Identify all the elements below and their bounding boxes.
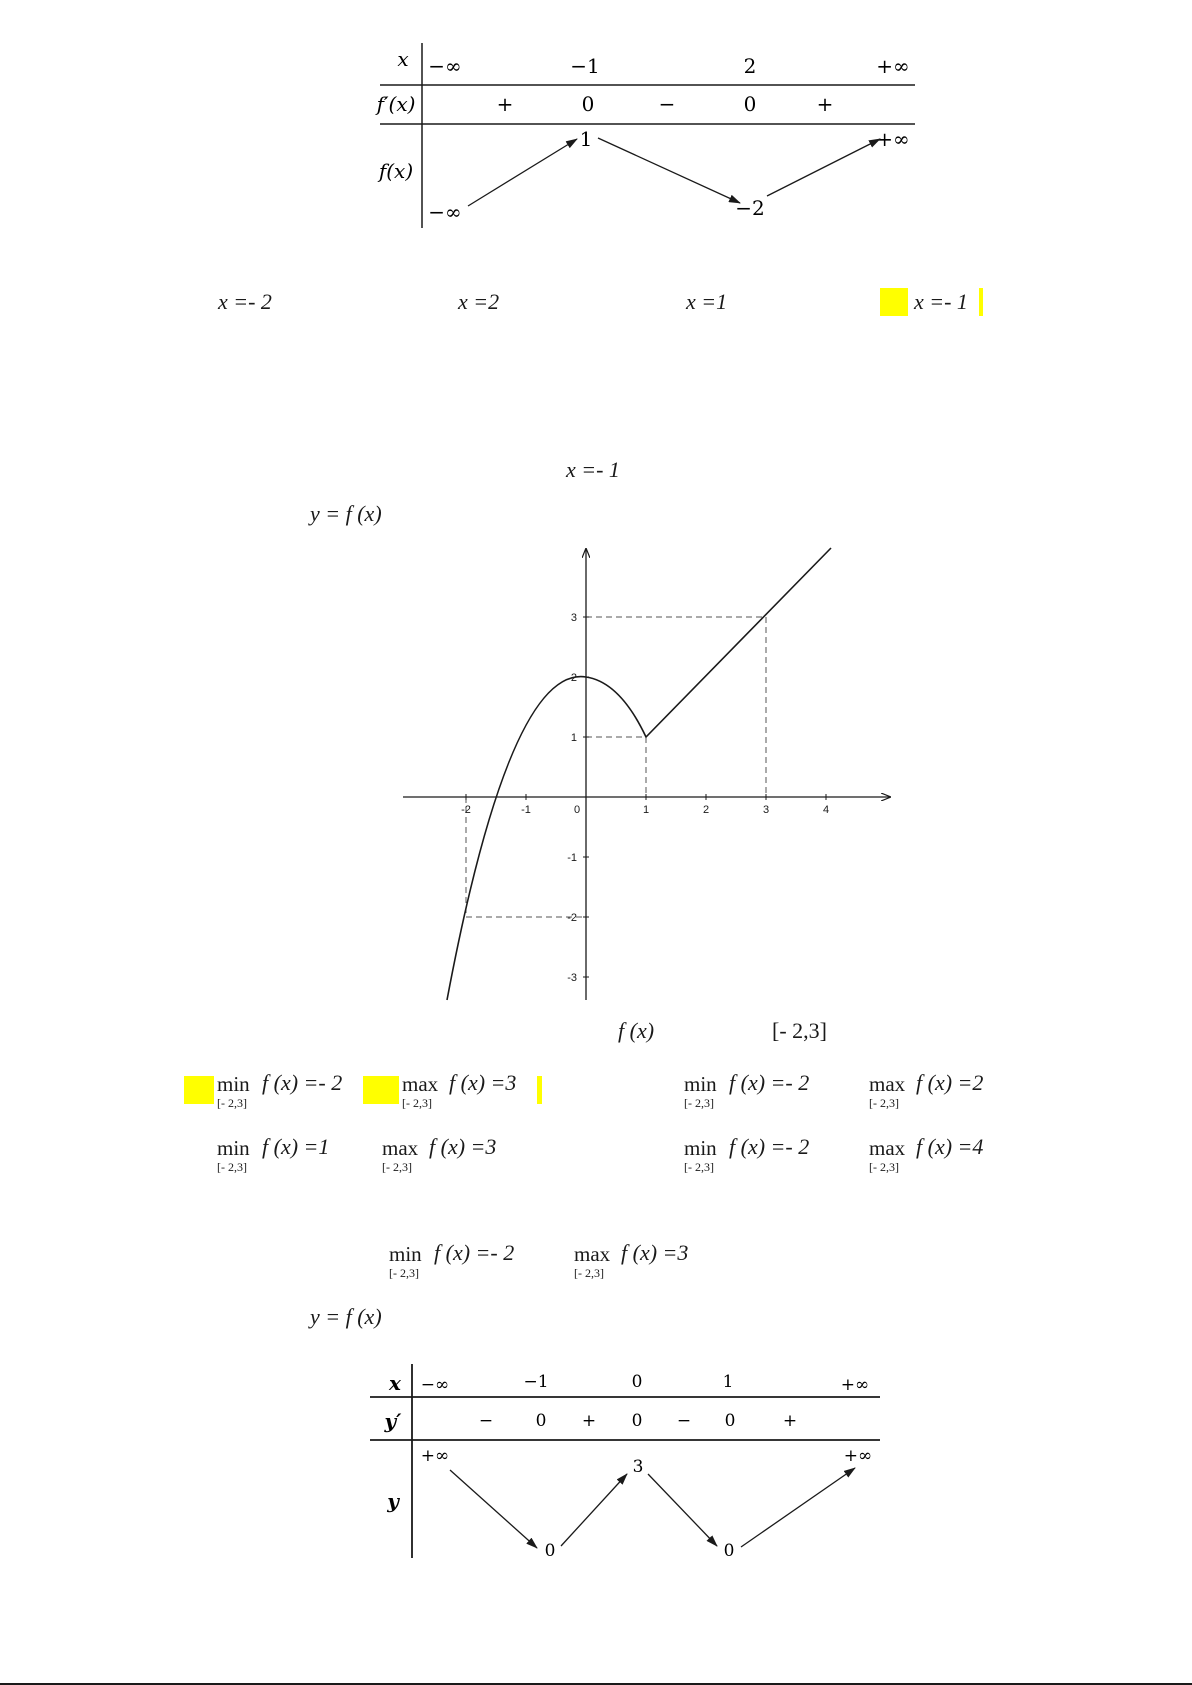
q3-intro-function: y = f (x) bbox=[310, 1304, 382, 1329]
q1-option-d[interactable]: x =- 1 bbox=[914, 289, 968, 314]
max-expression: f (x) =4 bbox=[916, 1134, 984, 1159]
table2-x-value: +∞ bbox=[840, 1375, 870, 1395]
q2-option-a-highlight-mid bbox=[363, 1076, 399, 1104]
table1-sign: − bbox=[658, 92, 676, 116]
max-subscript: [- 2,3] bbox=[402, 1096, 432, 1110]
table2-arrow-up bbox=[741, 1468, 855, 1547]
min-subscript: [- 2,3] bbox=[217, 1160, 247, 1174]
q2-option-d[interactable] bbox=[684, 1132, 1014, 1174]
table1-arrow-down bbox=[598, 138, 740, 203]
table1-sign: + bbox=[496, 92, 514, 116]
function-graph bbox=[395, 545, 900, 1005]
max-expression: f (x) =3 bbox=[621, 1240, 689, 1265]
dashed-guides bbox=[466, 617, 766, 917]
min-expression: f (x) =1 bbox=[262, 1134, 330, 1159]
q1-answer: x =- 1 bbox=[566, 457, 620, 482]
table2-x-value: 0 bbox=[631, 1372, 643, 1392]
x-tick-label: 3 bbox=[762, 804, 770, 816]
max-expression: f (x) =3 bbox=[429, 1134, 497, 1159]
table2-y-value: 0 bbox=[544, 1541, 556, 1561]
max-subscript: [- 2,3] bbox=[869, 1096, 899, 1110]
q2-answer bbox=[389, 1238, 729, 1280]
table2-arrow-down bbox=[648, 1474, 717, 1546]
min-subscript: [- 2,3] bbox=[684, 1096, 714, 1110]
table1-x-value: 2 bbox=[743, 54, 757, 78]
table1-row-fp-label: f′(x) bbox=[376, 92, 416, 116]
y-tick-label: -1 bbox=[567, 852, 577, 864]
max-word: max bbox=[382, 1136, 419, 1160]
table1-sign: + bbox=[816, 92, 834, 116]
max-word: max bbox=[869, 1072, 906, 1096]
min-subscript: [- 2,3] bbox=[684, 1160, 714, 1174]
q1-option-a[interactable]: x =- 2 bbox=[218, 289, 272, 314]
table1-f-value: −2 bbox=[735, 196, 765, 220]
max-word: max bbox=[402, 1072, 439, 1096]
y-tick-label: 1 bbox=[570, 732, 577, 744]
table2-y-value: 3 bbox=[632, 1457, 644, 1477]
x-tick-label: 0 bbox=[573, 804, 581, 816]
table1-f-value: 1 bbox=[579, 127, 593, 151]
table1-arrow-up bbox=[468, 139, 577, 206]
table2-arrow-down bbox=[450, 1470, 537, 1548]
q2-option-a-highlight bbox=[184, 1076, 214, 1104]
table1-row-x-label: x bbox=[397, 47, 409, 71]
q2-option-c[interactable] bbox=[217, 1132, 547, 1174]
q1-option-d-highlight bbox=[880, 288, 908, 316]
table1-sign: 0 bbox=[743, 92, 757, 116]
x-tick-label: 2 bbox=[702, 804, 710, 816]
table1-sign: 0 bbox=[581, 92, 595, 116]
min-expression: f (x) =- 2 bbox=[262, 1070, 343, 1095]
min-subscript: [- 2,3] bbox=[217, 1096, 247, 1110]
min-word: min bbox=[684, 1136, 717, 1160]
table2-sign: − bbox=[478, 1411, 494, 1431]
min-word: min bbox=[217, 1072, 250, 1096]
y-tick-label: -3 bbox=[567, 972, 577, 984]
table2-row-y-label: y bbox=[387, 1489, 399, 1513]
y-tick-label: 3 bbox=[570, 612, 577, 624]
table2-row-yp-label: y′ bbox=[384, 1409, 402, 1433]
variation-table-1 bbox=[360, 38, 920, 238]
function-curve bbox=[447, 548, 831, 1000]
table2-sign: 0 bbox=[535, 1411, 547, 1431]
min-word: min bbox=[684, 1072, 717, 1096]
table2-sign: 0 bbox=[631, 1411, 643, 1431]
table2-row-x-label: x bbox=[389, 1371, 401, 1395]
x-tick-label: 1 bbox=[642, 804, 650, 816]
q2-option-a[interactable] bbox=[217, 1068, 547, 1110]
table2-y-value: 0 bbox=[723, 1541, 735, 1561]
table2-arrow-up bbox=[561, 1474, 627, 1546]
min-expression: f (x) =- 2 bbox=[729, 1070, 810, 1095]
table2-y-value: +∞ bbox=[843, 1446, 873, 1466]
table2-sign: + bbox=[782, 1411, 798, 1431]
x-tick-label: -2 bbox=[461, 804, 471, 816]
table1-f-value: +∞ bbox=[876, 127, 910, 151]
x-tick-label: -1 bbox=[521, 804, 531, 816]
q2-intro-function: y = f (x) bbox=[310, 501, 382, 526]
max-subscript: [- 2,3] bbox=[382, 1160, 412, 1174]
min-expression: f (x) =- 2 bbox=[729, 1134, 810, 1159]
y-tick-label: -2 bbox=[567, 912, 577, 924]
max-expression: f (x) =3 bbox=[449, 1070, 517, 1095]
max-word: max bbox=[869, 1136, 906, 1160]
min-word: min bbox=[389, 1242, 422, 1266]
q1-option-c[interactable]: x =1 bbox=[686, 289, 728, 314]
table2-sign: 0 bbox=[724, 1411, 736, 1431]
min-subscript: [- 2,3] bbox=[389, 1266, 419, 1280]
q2-stem-function: f (x) bbox=[618, 1018, 655, 1043]
max-subscript: [- 2,3] bbox=[574, 1266, 604, 1280]
table1-row-f-label: f(x) bbox=[378, 159, 414, 183]
table2-x-value: 1 bbox=[722, 1372, 734, 1392]
y-tick-label: 2 bbox=[570, 672, 577, 684]
table2-x-value: −1 bbox=[523, 1372, 549, 1392]
table1-arrow-up bbox=[767, 139, 880, 196]
table1-x-value: −∞ bbox=[428, 54, 462, 78]
table2-y-value: +∞ bbox=[420, 1446, 450, 1466]
min-expression: f (x) =- 2 bbox=[434, 1240, 515, 1265]
max-word: max bbox=[574, 1242, 611, 1266]
table2-sign: − bbox=[676, 1411, 692, 1431]
table1-x-value: +∞ bbox=[876, 54, 910, 78]
max-subscript: [- 2,3] bbox=[869, 1160, 899, 1174]
q1-option-b[interactable]: x =2 bbox=[458, 289, 500, 314]
q1-option-d-highlight-end bbox=[979, 288, 983, 316]
table2-sign: + bbox=[581, 1411, 597, 1431]
table2-x-value: −∞ bbox=[420, 1375, 450, 1395]
table1-x-value: −1 bbox=[570, 54, 600, 78]
q2-option-b[interactable] bbox=[684, 1068, 1014, 1110]
max-expression: f (x) =2 bbox=[916, 1070, 984, 1095]
q2-stem-interval: [- 2,3] bbox=[772, 1018, 827, 1043]
variation-table-2 bbox=[365, 1360, 885, 1565]
min-word: min bbox=[217, 1136, 250, 1160]
table1-f-value: −∞ bbox=[428, 200, 462, 224]
x-tick-label: 4 bbox=[822, 804, 830, 816]
q2-option-a-highlight-end bbox=[537, 1076, 542, 1104]
